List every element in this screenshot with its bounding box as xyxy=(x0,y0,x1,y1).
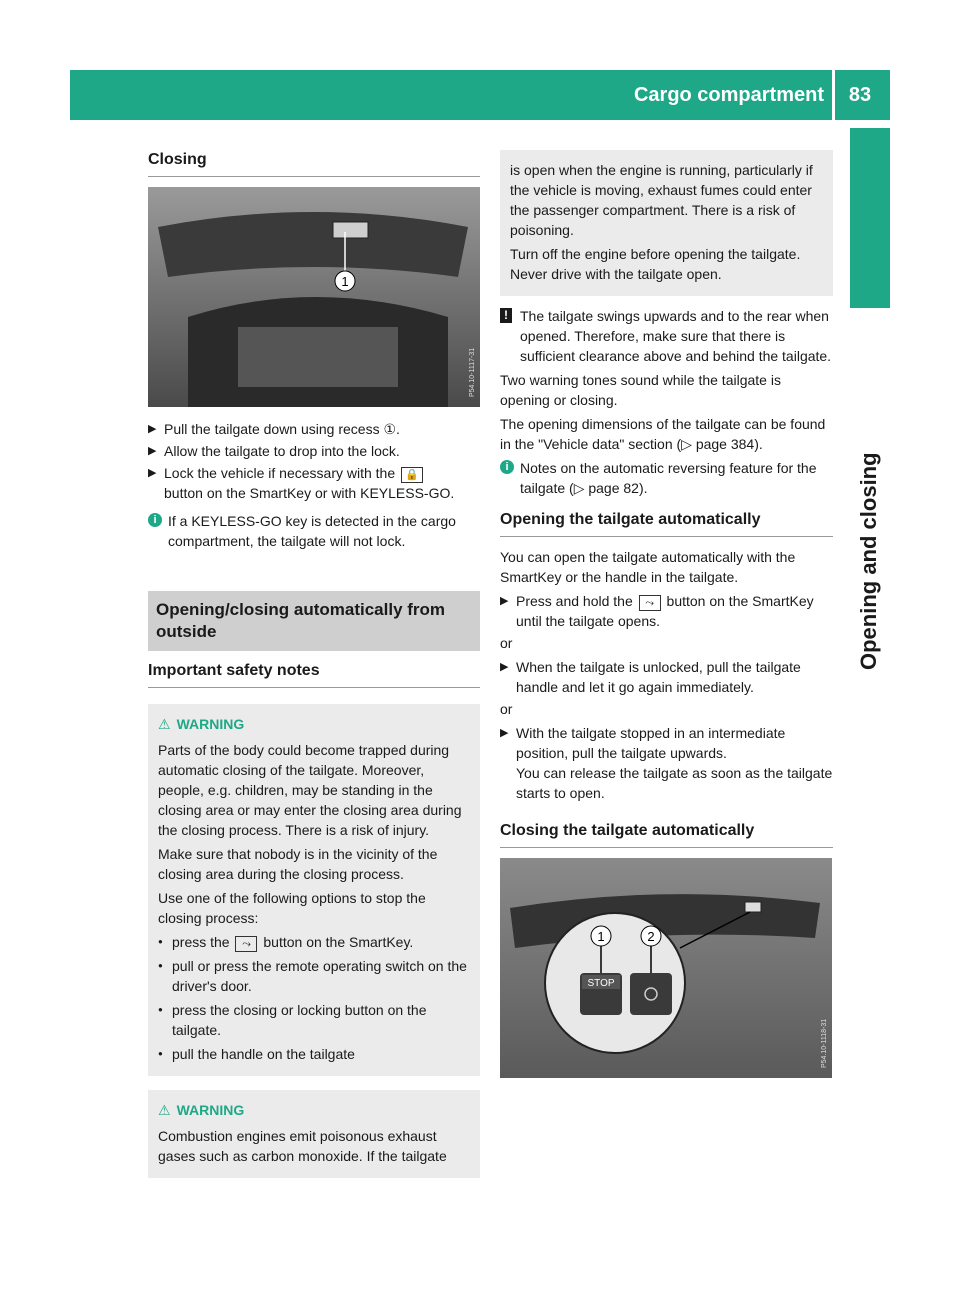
stop-label: STOP xyxy=(587,978,615,989)
arrow-icon: ▶ xyxy=(500,595,509,607)
tailgate-swing-note: ! The tailgate swings upwards and to the rear when opened. Therefore, make sure that there is sufficient clearance above and behind the tailgate. xyxy=(500,306,833,366)
auto-heading: Opening/closing automatically from outside xyxy=(148,591,480,651)
tailgate-icon: ⤳ xyxy=(235,936,257,952)
dims-paragraph: The opening dimensions of the tailgate can be found in the "Vehicle data" section (▷ page 384). xyxy=(500,416,826,452)
warning-cont-p1: is open when the engine is running, particularly if the vehicle is moving, exhaust fumes could enter the passenger compartment. There is a risk of poisoning. xyxy=(510,162,813,238)
right-column xyxy=(500,150,833,1078)
warning-title-1: ⚠ WARNING xyxy=(158,716,245,732)
tailgate-photo-closing xyxy=(148,187,480,407)
warning-box-2-cont xyxy=(500,150,833,296)
open-intro: You can open the tailgate automatically with the SmartKey or the handle in the tailgate. xyxy=(500,549,796,585)
tailgate-photo-svg xyxy=(148,187,480,407)
buttons-photo-svg xyxy=(500,858,832,1078)
photo1-callout: 1 xyxy=(341,274,349,289)
warning1-bullet-1: ● press the ⤳ button on the SmartKey. xyxy=(158,934,414,950)
left-column xyxy=(148,150,480,1178)
lock-icon: 🔒 xyxy=(401,467,423,483)
arrow-icon: ▶ xyxy=(500,727,509,739)
arrow-icon: ▶ xyxy=(148,423,157,435)
page-title: Cargo compartment xyxy=(633,84,824,106)
open-step-2: ▶ When the tailgate is unlocked, pull the tailgate handle and let it go again immediately. xyxy=(500,659,801,695)
close-heading: Closing the tailgate automatically xyxy=(500,821,833,848)
page-number: 83 xyxy=(848,84,872,106)
photo2-callout-2: 2 xyxy=(647,929,655,944)
bullet-icon: ● xyxy=(158,937,163,946)
or-1: or xyxy=(500,635,513,651)
bullet-icon: ● xyxy=(158,961,163,970)
closing-heading: Closing xyxy=(148,150,480,177)
arrow-icon: ▶ xyxy=(148,445,157,457)
bullet-icon: ● xyxy=(158,1049,163,1058)
photo2-code: P54.10-1118-31 xyxy=(821,1018,828,1068)
bullet-icon: ● xyxy=(158,1005,163,1014)
warning-icon: ⚠ xyxy=(158,716,171,732)
tailgate-photo-buttons xyxy=(500,858,832,1078)
arrow-icon: ▶ xyxy=(500,661,509,673)
warning2-p1: Combustion engines emit poisonous exhaust gases such as carbon monoxide. If the tailgate xyxy=(158,1128,447,1164)
header-divider xyxy=(832,70,835,120)
warning1-p3: Use one of the following options to stop the closing process: xyxy=(158,890,426,926)
open-step-3: ▶ With the tailgate stopped in an intermediate position, pull the tailgate upwards. You can release the tailgate as soon as the tailgate starts to open. xyxy=(500,725,833,801)
warning1-p1: Parts of the body could become trapped during automatic closing of the tailgate. Moreover, people, e.g. children, may be standing in the closing area or may enter the closing area during the closing process. There is a risk of injury. xyxy=(158,742,462,838)
info-icon: i xyxy=(500,460,514,474)
open-step-1: ▶ Press and hold the ⤳ button on the SmartKey until the tailgate opens. xyxy=(500,593,814,629)
tailgate-icon: ⤳ xyxy=(639,595,661,611)
closing-step-1: ▶ Pull the tailgate down using recess ①. xyxy=(148,421,400,437)
keyless-info-note: i If a KEYLESS-GO key is detected in the cargo compartment, the tailgate will not lock. xyxy=(148,511,480,551)
side-tab-label: Opening and closing xyxy=(856,452,881,670)
reverse-info-note: i Notes on the automatic reversing feature for the tailgate (▷ page 82). xyxy=(500,458,833,498)
warning1-bullet-2: ● pull or press the remote operating switch on the driver's door. xyxy=(158,958,467,994)
warning1-bullet-4: ● pull the handle on the tailgate xyxy=(158,1046,355,1062)
closing-step-2: ▶ Allow the tailgate to drop into the lock. xyxy=(148,443,400,459)
safety-heading: Important safety notes xyxy=(148,661,480,688)
warning1-bullet-3: ● press the closing or locking button on the tailgate. xyxy=(158,1002,427,1038)
warning-title-2: ⚠ WARNING xyxy=(158,1102,245,1118)
warning-icon: ⚠ xyxy=(158,1102,171,1118)
side-tab xyxy=(850,128,890,308)
info-icon: i xyxy=(148,513,162,527)
warning1-p2: Make sure that nobody is in the vicinity of the closing area during the closing process. xyxy=(158,846,438,882)
closing-step-3: ▶ Lock the vehicle if necessary with the 🔒 button on the SmartKey or with KEYLESS-GO. xyxy=(148,465,455,501)
open-heading: Opening the tailgate automatically xyxy=(500,510,833,537)
photo2-callout-1: 1 xyxy=(597,929,605,944)
arrow-icon: ▶ xyxy=(148,467,157,479)
exclamation-icon: ! xyxy=(500,308,512,323)
photo1-code: P54.10-1117-31 xyxy=(469,347,476,397)
or-2: or xyxy=(500,701,513,717)
warning-box-1 xyxy=(148,704,480,1076)
warning-box-2 xyxy=(148,1090,480,1178)
tones-paragraph: Two warning tones sound while the tailgate is opening or closing. xyxy=(500,372,781,408)
warning-cont-p2: Turn off the engine before opening the tailgate. Never drive with the tailgate open. xyxy=(510,246,801,282)
